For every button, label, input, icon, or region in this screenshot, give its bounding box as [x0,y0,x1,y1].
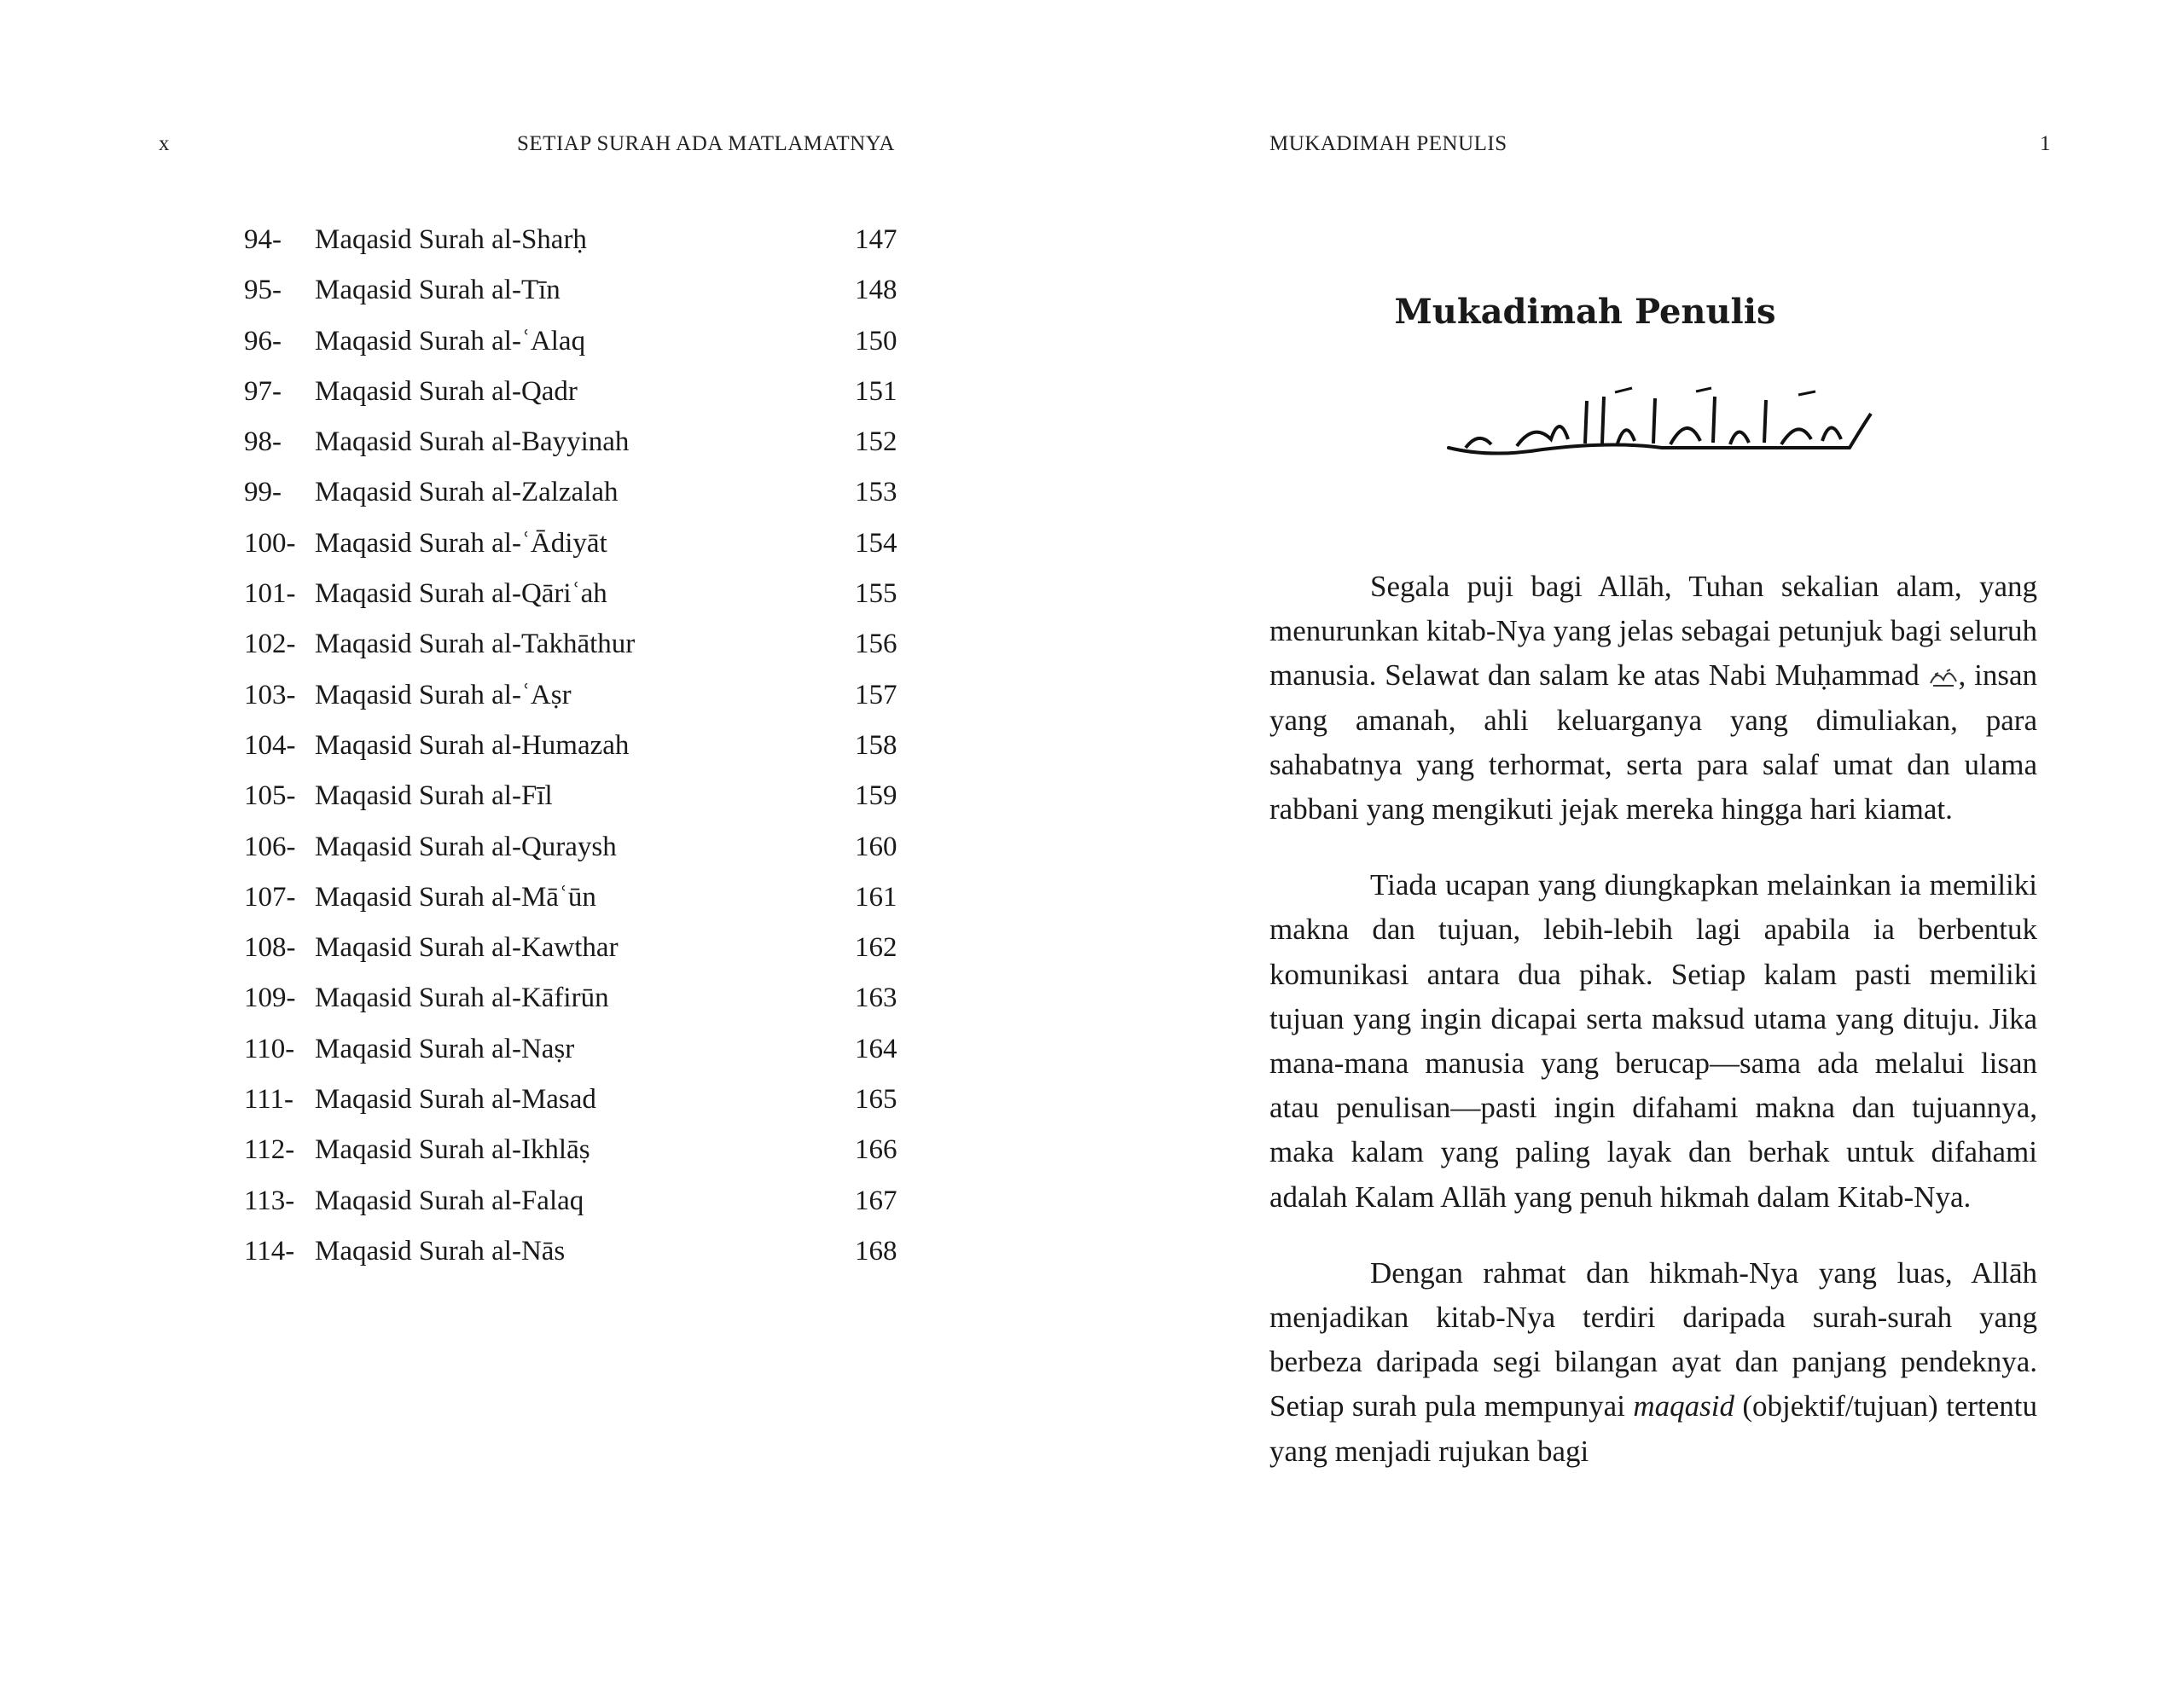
toc-entry-num: 113- [244,1185,295,1216]
page-number-right: 1 [2040,132,2051,155]
toc-entry [244,1125,918,1175]
toc-entry-page: 165 [855,1084,897,1116]
toc-entry [244,771,918,821]
toc-entry-page: 147 [855,224,897,255]
toc-entry-num: 102- [244,629,296,660]
toc-entry-title: Maqasid Surah al-Quraysh [315,831,617,862]
toc-entry-title: Maqasid Surah al-ʿĀdiyāt [315,527,607,559]
toc-entry-page: 152 [855,426,897,458]
toc-entry-title: Maqasid Surah al-ʿAlaq [315,325,586,357]
toc-entry-title: Maqasid Surah al-Qadr [315,375,578,407]
toc-entry-page: 166 [855,1134,897,1166]
running-head-left: SETIAP SURAH ADA MATLAMATNYA [517,132,895,155]
toc-entry-title: Maqasid Surah al-ʿAṣr [315,679,572,710]
toc-entry [244,265,918,316]
toc-entry [244,417,918,467]
toc-entry-page: 168 [855,1235,897,1267]
salawat-honorific-icon [1928,663,1959,688]
toc-entry-num: 101- [244,578,296,610]
toc-entry-num: 97- [244,375,282,407]
toc-entry-num: 110- [244,1033,295,1064]
toc-entry [244,670,918,721]
toc-entry [244,1226,918,1277]
toc-entry-title: Maqasid Surah al-Naṣr [315,1033,575,1064]
toc-entry [244,1075,918,1125]
toc-entry-page: 158 [855,729,897,761]
toc-entry-page: 163 [855,983,897,1014]
toc-entry-title: Maqasid Surah al-Bayyinah [315,426,630,458]
toc-entry [244,519,918,569]
toc-entry-title: Maqasid Surah al-Kawthar [315,932,619,964]
toc-entry [244,619,918,670]
toc-entry [244,721,918,771]
toc-entry-page: 159 [855,780,897,812]
toc-entry-num: 108- [244,932,296,964]
paragraph-2: Tiada ucapan yang diungkapkan melainkan ia memiliki makna dan tujuan, lebih-lebih lagi apabila ia berbentuk komunikasi antara dua pihak. Setiap kalam pasti memiliki tujuan yang ingin dicapai serta maksud utama yang dituju. Jika mana-mana manusia yang berucap—sama ada melalui lisan atau penulisan—pasti ingin difahami makna dan tujuannya, maka kalam yang paling layak dan berhak untuk difahami adalah Kalam Allāh yang penuh hikmah dalam Kitab-Nya. [1269,868,2037,1214]
toc-entry-page: 151 [855,375,897,407]
toc-entry-num: 94- [244,224,282,255]
toc-entry-title: Maqasid Surah al-Māʿūn [315,881,596,913]
toc-entry-title: Maqasid Surah al-Takhāthur [315,629,636,660]
toc-entry [244,367,918,417]
toc-entry [244,467,918,518]
toc-entry-num: 99- [244,477,282,508]
toc-entry-page: 154 [855,527,897,559]
toc-entry-title: Maqasid Surah al-Kāfirūn [315,983,609,1014]
toc-entry [244,1176,918,1226]
toc-entry-title: Maqasid Surah al-Ikhlāṣ [315,1134,590,1166]
chapter-title: Mukadimah Penulis [1394,292,1776,332]
toc-entry-num: 104- [244,729,296,761]
toc-entry [244,822,918,872]
toc-entry [244,1024,918,1075]
toc-entry-num: 95- [244,275,282,306]
toc-entry-page: 161 [855,881,897,913]
toc-entry-title: Maqasid Surah al-Falaq [315,1185,584,1216]
toc-entry-title: Maqasid Surah al-Fīl [315,780,553,812]
toc-entry-title: Maqasid Surah al-Nās [315,1235,566,1267]
paragraph-1: Segala puji bagi Allāh, Tuhan sekalian alam, yang menurunkan kitab-Nya yang jelas sebagai petunjuk bagi seluruh manusia. Selawat dan salam ke atas Nabi Muḥammad , insan yang amanah, ahli keluarganya yang dimuliakan, para sahabatnya yang terhormat, serta para salaf umat dan ulama rabbani yang mengikuti jejak mereka hingga hari kiamat. [1269,570,2037,826]
toc-entry-page: 156 [855,629,897,660]
toc-entry [244,923,918,973]
toc-entry-num: 107- [244,881,296,913]
toc-entry-page: 155 [855,578,897,610]
paragraph-3: Dengan rahmat dan hikmah-Nya yang luas, Allāh menjadikan kitab-Nya terdiri daripada surah-surah yang berbeza daripada segi bilangan ayat dan panjang pendeknya. Setiap surah pula mempunyai maqasid (objektif/tujuan) tertentu yang menjadi rujukan bagi [1269,1255,2037,1468]
toc-entry [244,316,918,367]
toc-entry-title: Maqasid Surah al-Zalzalah [315,477,619,508]
toc-entry-title: Maqasid Surah al-Masad [315,1084,596,1116]
toc-entry-title: Maqasid Surah al-Humazah [315,729,630,761]
toc-entry-page: 162 [855,932,897,964]
toc-entry-page: 164 [855,1033,897,1064]
toc-entry-title: Maqasid Surah al-Sharḥ [315,224,587,255]
running-head-right: MUKADIMAH PENULIS [1269,132,1507,155]
toc-entry-num: 111- [244,1084,294,1116]
toc-entry [244,872,918,923]
toc-entry-num: 109- [244,983,296,1014]
toc-entry-num: 105- [244,780,296,812]
toc-entry [244,215,918,265]
basmalah-calligraphy [1440,380,1884,465]
toc-entry-title: Maqasid Surah al-Tīn [315,275,561,306]
toc-entry-title: Maqasid Surah al-Qāriʿah [315,578,607,610]
toc-entry-num: 103- [244,679,296,710]
introduction-body [1269,565,2037,1474]
toc-entry-page: 148 [855,275,897,306]
toc-entry-num: 114- [244,1235,295,1267]
toc-entry [244,569,918,619]
toc-entry-num: 96- [244,325,282,357]
toc-entry-page: 160 [855,831,897,862]
toc-entry-num: 112- [244,1134,295,1166]
right-page [1092,0,2184,1687]
toc-entry-page: 167 [855,1185,897,1216]
toc-entry-page: 157 [855,679,897,710]
toc-entry-num: 100- [244,527,296,559]
toc-entry-num: 98- [244,426,282,458]
toc-entry-num: 106- [244,831,296,862]
table-of-contents [244,215,918,1277]
toc-entry-page: 150 [855,325,897,357]
toc-entry [244,973,918,1023]
page-number-left: x [159,132,170,155]
toc-entry-page: 153 [855,477,897,508]
